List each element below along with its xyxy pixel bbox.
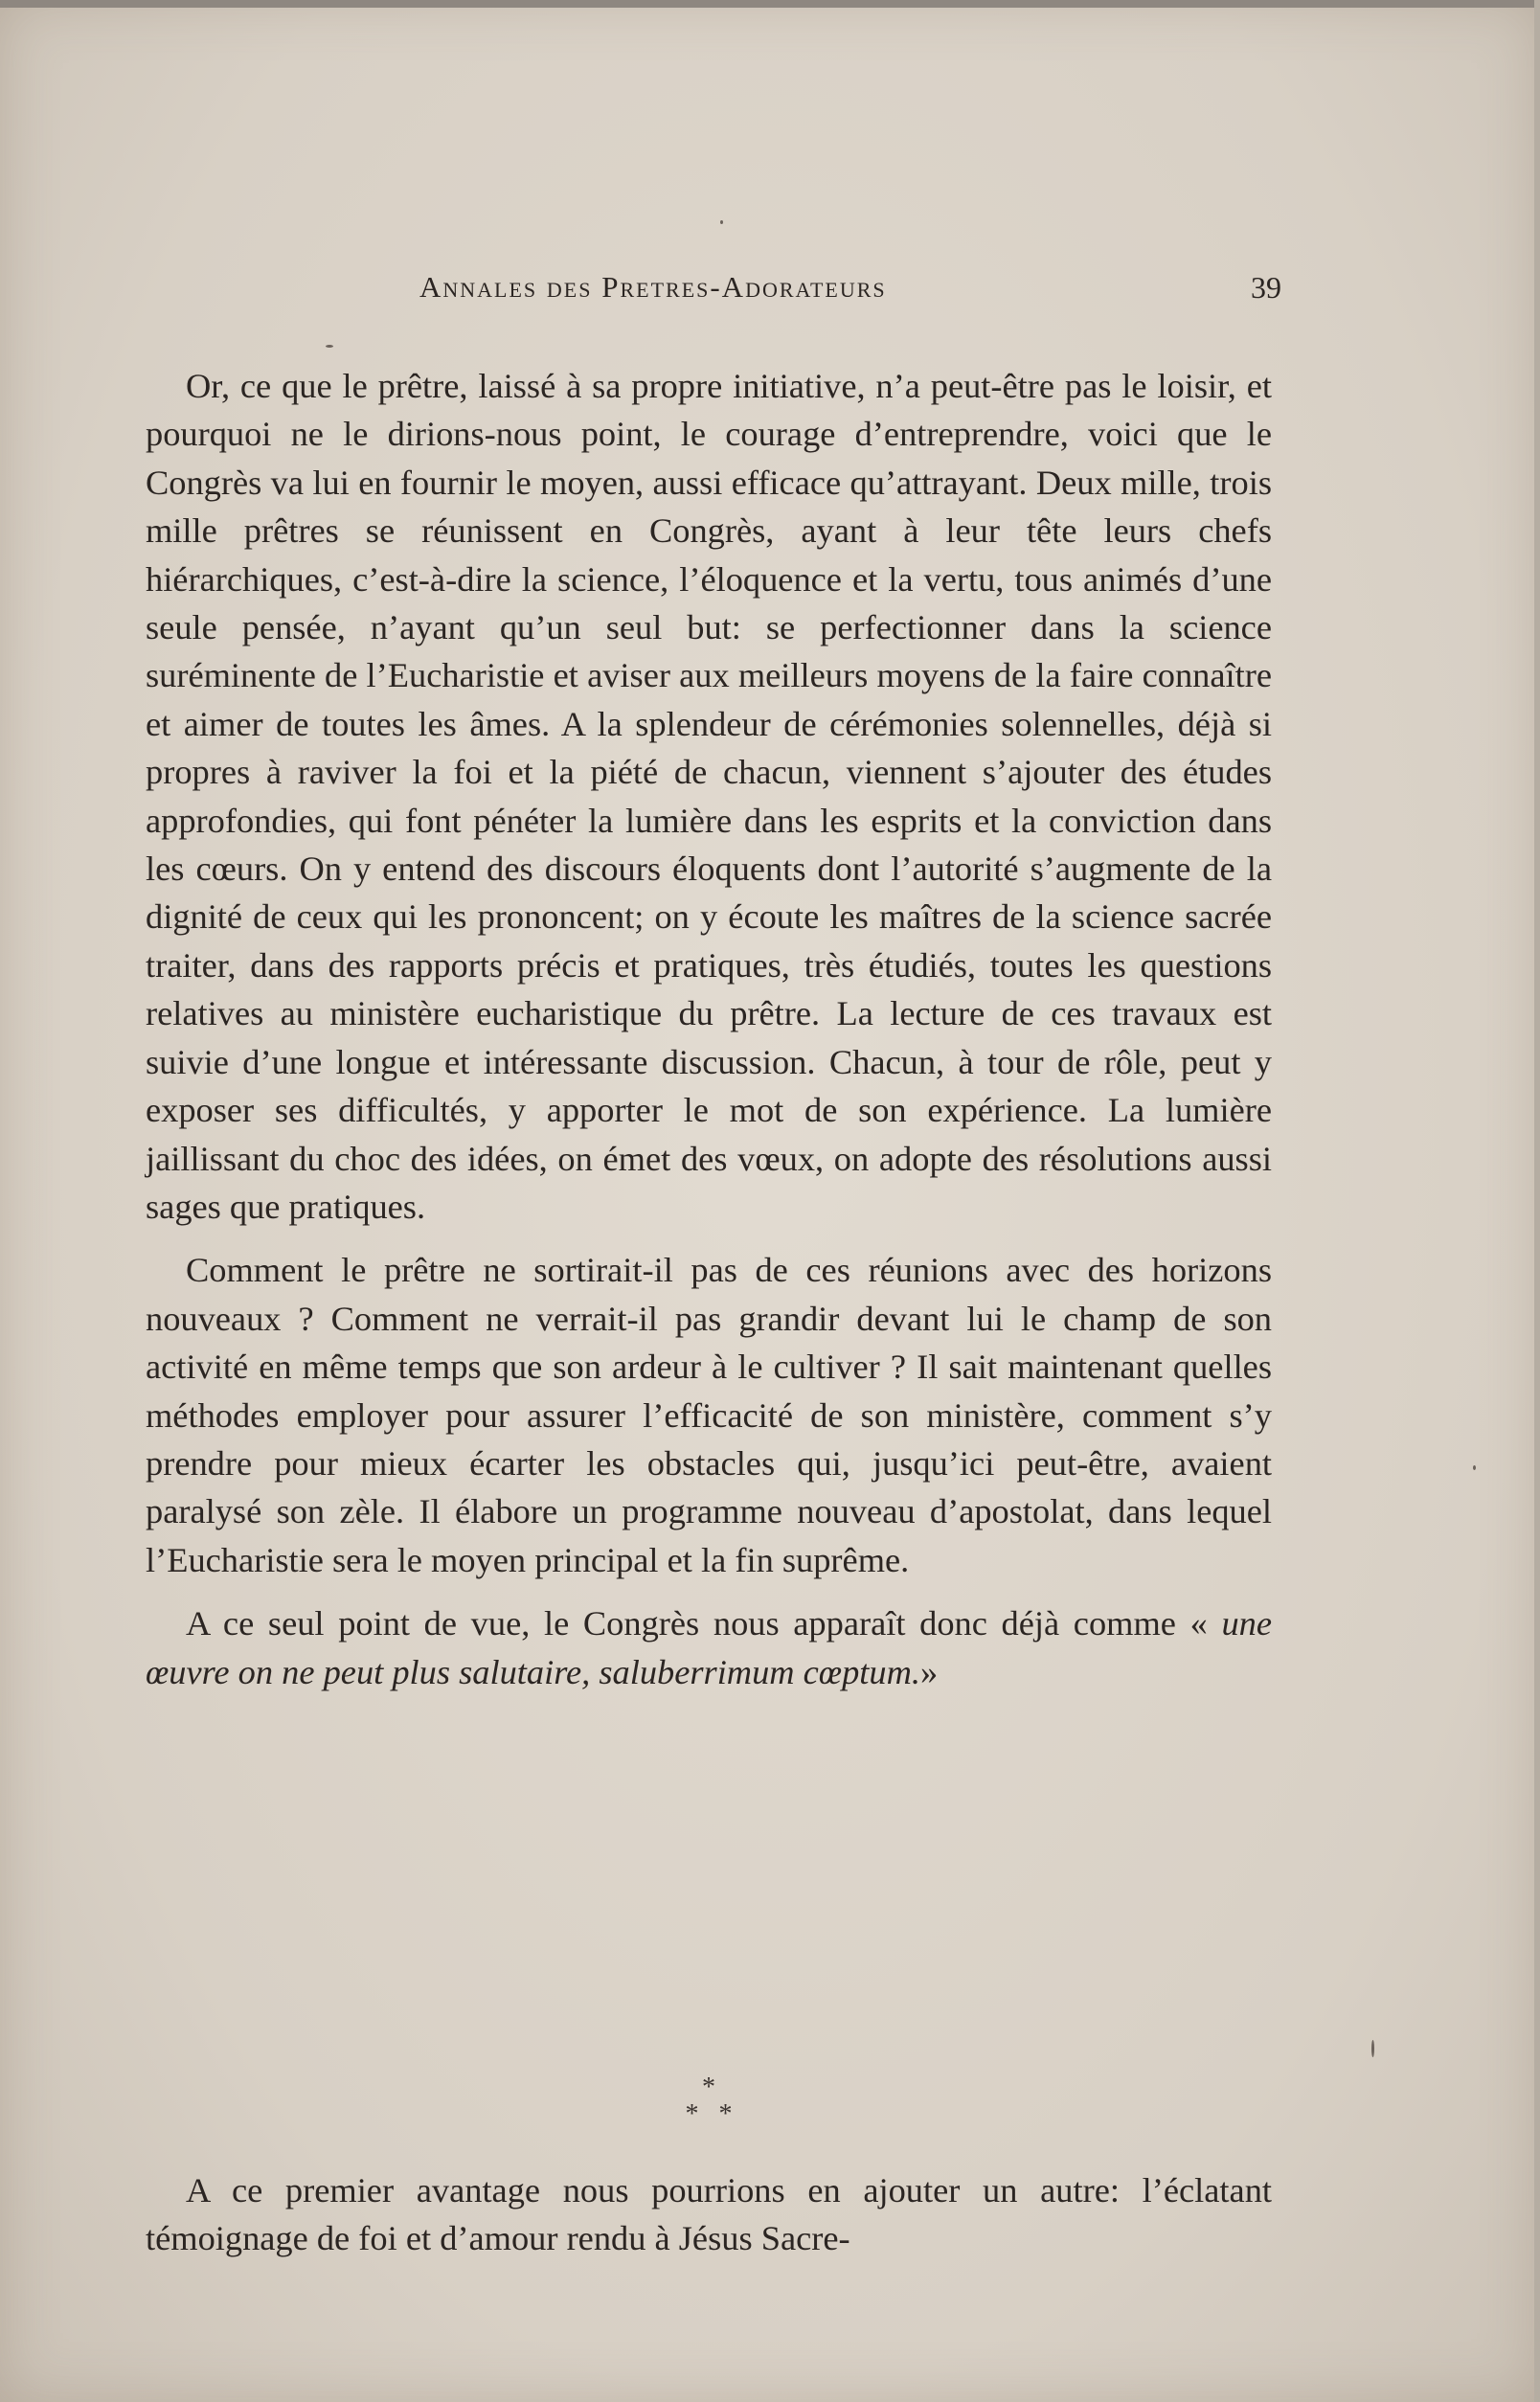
running-header [146, 270, 1281, 312]
running-title: Annales des Pretres-Adorateurs [419, 270, 887, 304]
paper-speck [326, 345, 333, 348]
paper-speck [720, 220, 723, 224]
paper-speck [1473, 1465, 1476, 1470]
paragraph-3 [146, 1599, 1272, 1696]
separator-top-star: * [702, 2073, 715, 2102]
paragraph-1: Or, ce que le prêtre, laissé à sa propre initiative, n’a peut-être pas le loisir, et pourquoi ne le dirions-nous point, le courage d’entreprendre, voici que le Congrès va lui en fournir le moyen, aussi efficace qu’attrayant. Deux mille, trois mille prêtres se réunissent en Congrès, ayant à leur tête leurs chefs hiérarchiques, c’est-à-dire la science, l’éloquence et la vertu, tous animés d’une seule pensée, n’ayant qu’un seul but: se perfectionner dans la science suréminente de l’Eucharistie et aviser aux meilleurs moyens de la faire connaître et aimer de toutes les âmes. A la splendeur de cérémonies solennelles, déjà si propres à raviver la foi et la piété de chacun, viennent s’ajouter des études approfondies, qui font pénéter la lumière dans les esprits et la conviction dans les cœurs. On y entend des discours éloquents dont l’autorité s’augmente de la dignité de ceux qui les prononcent; on y écoute les maîtres de la science sacrée traiter, dans des rapports précis et pratiques, très étudiés, toutes les questions relatives au ministère eucharistique du prêtre. La lecture de ces travaux est suivie d’une longue et intéressante discussion. Chacun, à tour de rôle, peut y exposer ses difficultés, y apporter le mot de son expérience. La lumière jaillissant du choc des idées, on émet des vœux, on adopte des résolutions aussi sages que pratiques. [146, 367, 1272, 1226]
latin-quotation: une œuvre on ne peut plus salutaire, saluberrimum cœptum. [146, 1604, 1272, 1691]
page-right-edge [1534, 0, 1540, 2402]
body-text [146, 362, 1272, 1711]
page-top-edge [0, 0, 1540, 8]
paragraph-2: Comment le prêtre ne sortirait-il pas de ces réunions avec des horizons nouveaux ? Comment ne verrait-il pas grandir devant lui le champ de son activité en même temps que son ardeur à le cultiver ? Il sait maintenant quelles méthodes employer pour assurer l’efficacité de son ministère, comment s’y prendre pour mieux écarter les obstacles qui, jusqu’ici peut-être, avaient paralysé son zèle. Il élabore un programme nouveau d’apostolat, dans lequel l’Eucharistie sera le moyen principal et la fin suprême. [146, 1251, 1272, 1579]
section-separator [661, 2074, 757, 2128]
page-number: 39 [1251, 270, 1281, 305]
paragraph-4: A ce premier avantage nous pourrions en ajouter un autre: l’éclatant témoignage de foi et d’amour rendu à Jésus Sacre- [146, 2171, 1272, 2258]
body-text-continued [146, 2166, 1272, 2278]
separator-bottom-stars: * * [685, 2099, 733, 2129]
paper-speck [1371, 2040, 1374, 2057]
paragraph-3-lead: A ce seul point de vue, le Congrès nous apparaît donc déjà comme « [186, 1604, 1222, 1643]
paragraph-3-close: » [919, 1652, 939, 1691]
